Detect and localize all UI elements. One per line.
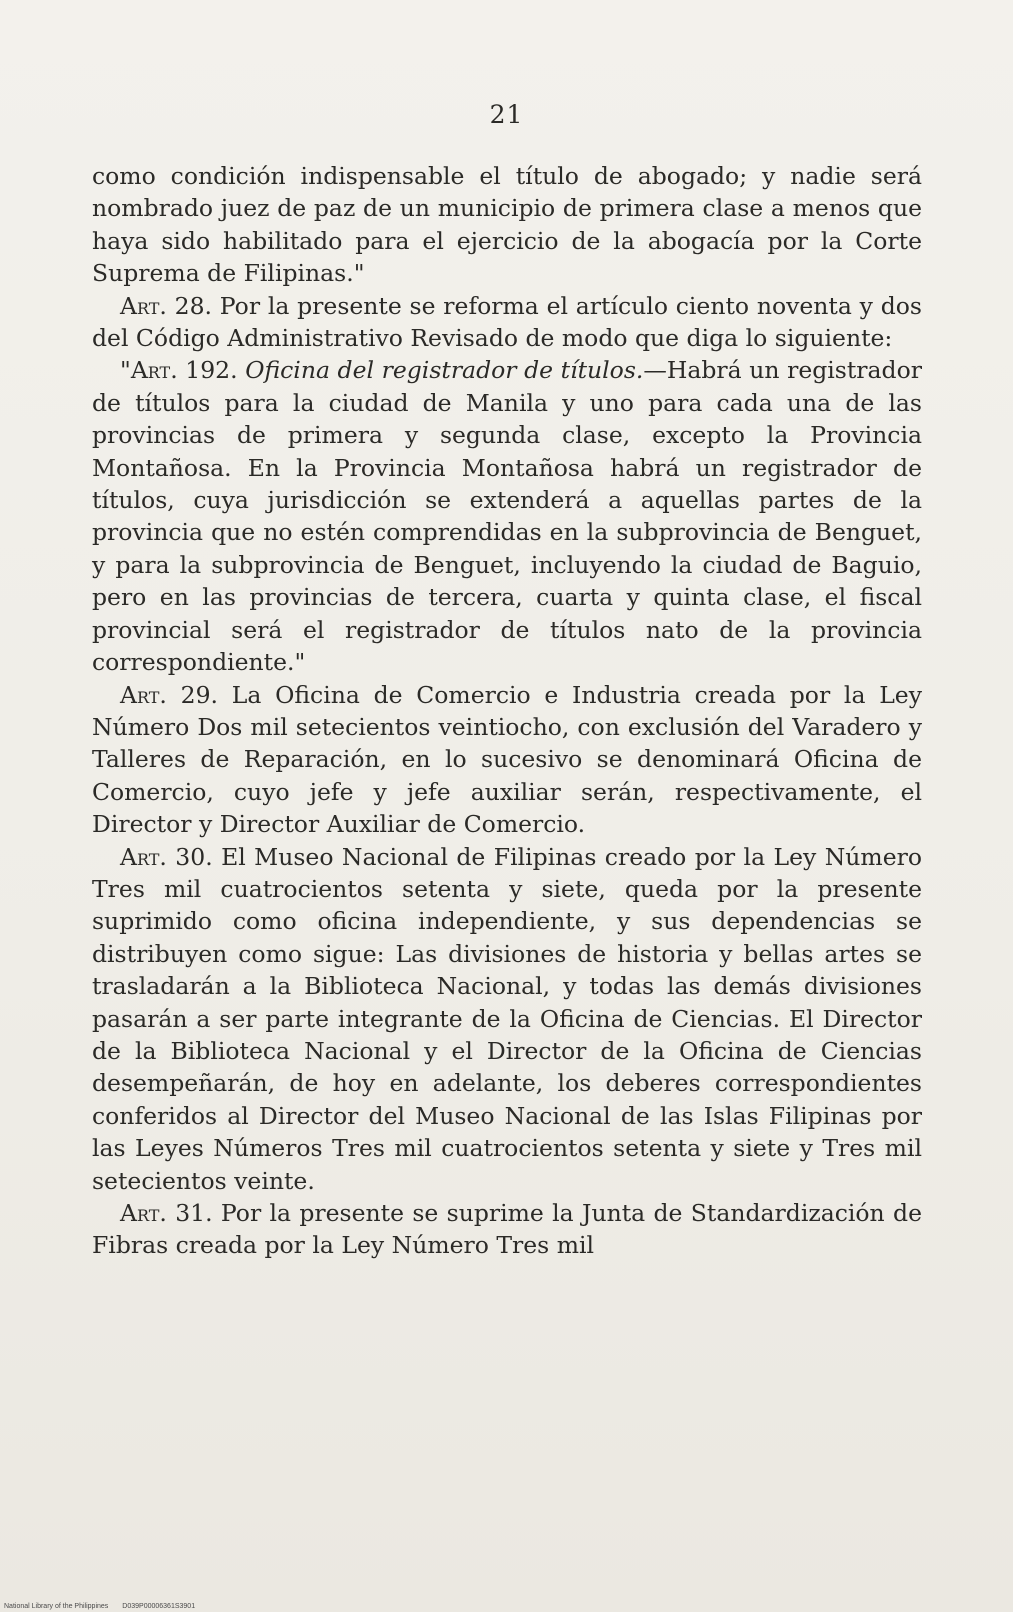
article-28 [92, 290, 922, 355]
article-text: El Museo Nacional de Filipinas creado por la Ley Número Tres mil cuatrocientos setenta y siete, queda por la presente suprimido como oficina independiente, y sus dependencias se distribuyen como sigue: Las divisiones de historia y bellas artes se trasladarán a la Biblioteca Nacional, y todas las demás divisiones pasarán a ser parte integrante de la Oficina de Ciencias. El Director de la Biblioteca Nacional y el Director de la Oficina de Ciencias desempeñarán, de hoy en adelante, los deberes correspondientes conferidos al Director del Museo Nacional de las Islas Filipinas por las Leyes Números Tres mil cuatrocientos setenta y siete y Tres mil setecientos veinte. [92, 842, 922, 1195]
article-text: Por la presente se reforma el artículo ciento noventa y dos del Código Administrativo Revisado de modo que diga lo siguiente: [92, 291, 922, 353]
article-30 [92, 841, 922, 1197]
open-quote: " [120, 356, 131, 385]
article-title: Oficina del registrador de títulos. [237, 356, 644, 385]
article-31 [92, 1197, 922, 1262]
page-number: 21 [489, 100, 524, 129]
article-label: Art. 29. [120, 680, 218, 709]
paragraph-continuation [92, 160, 922, 290]
footer-code: D039P00006361S3901 [122, 1603, 196, 1610]
article-29 [92, 679, 922, 841]
paragraph-text: como condición indispensable el título de abogado; y nadie será nombrado juez de paz de un municipio de primera clase a menos que haya sido habilitado para el ejercicio de la abogacía por la Corte Suprema de Filipinas." [92, 162, 922, 288]
article-label: Art. 192. [130, 356, 238, 385]
article-text: —Habrá un registrador de títulos para la ciudad de Manila y uno para cada una de las provincias de primera y segunda clase, excepto la Provincia Montañosa. En la Provincia Montañosa habrá un registrador de títulos, cuya jurisdicción se extenderá a aquellas partes de la provincia que no estén comprendidas en la subprovincia de Benguet, y para la subprovincia de Benguet, incluyendo la ciudad de Baguio, pero en las provincias de tercera, cuarta y quinta clase, el fiscal provincial será el registrador de títulos nato de la provincia correspondiente." [92, 356, 922, 677]
article-192-quote [92, 354, 922, 678]
article-label: Art. 28. [120, 291, 213, 320]
article-label: Art. 31. [120, 1199, 213, 1227]
article-text: La Oficina de Comercio e Industria creada por la Ley Número Dos mil setecientos veintiocho, con exclusión del Varadero y Talleres de Reparación, en lo sucesivo se denominará Oficina de Comercio, cuyo jefe y jefe auxiliar serán, respectivamente, el Director y Director Auxiliar de Comercio. [92, 680, 922, 839]
scan-footer [4, 1603, 195, 1610]
body-text [92, 160, 922, 1262]
article-text: Por la presente se suprime la Junta de Standardización de Fibras creada por la Ley Número Tres mil [92, 1199, 922, 1260]
footer-library: National Library of the Philippines [4, 1603, 109, 1610]
article-label: Art. 30. [120, 842, 213, 871]
